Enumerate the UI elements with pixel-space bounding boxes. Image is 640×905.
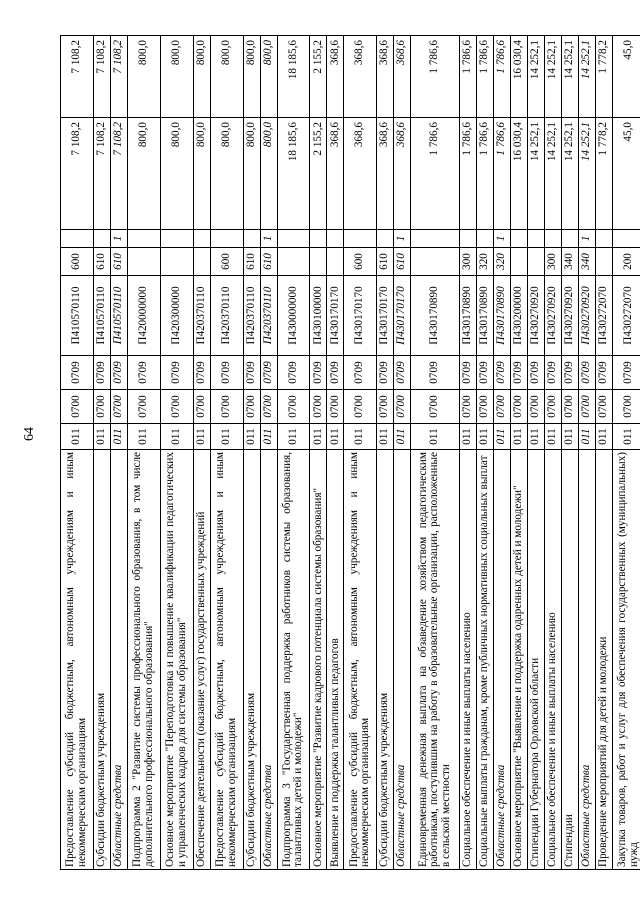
- row-name-cell: Стипендии Губернатора Орловской области: [528, 450, 545, 870]
- podrazdel-cell: 0709: [243, 356, 260, 390]
- source-code-cell: [377, 230, 394, 248]
- budget-table: [60, 35, 640, 870]
- table-row: [411, 36, 460, 870]
- total-cell: 368,6: [327, 36, 344, 118]
- amount-cell: 7 108,2: [61, 118, 94, 230]
- amount-cell: 800,0: [210, 118, 243, 230]
- expense-type-cell: [411, 248, 460, 276]
- source-code-cell: [344, 230, 377, 248]
- ved-cell: 011: [579, 424, 596, 450]
- amount-cell: 368,6: [344, 118, 377, 230]
- row-name-cell: Стипендии: [562, 450, 579, 870]
- ved-cell: 011: [377, 424, 394, 450]
- amount-cell: 1 786,6: [494, 118, 511, 230]
- target-article-cell: П430270920: [579, 276, 596, 356]
- rotated-table-area: [60, 36, 640, 870]
- expense-type-cell: 320: [477, 248, 494, 276]
- row-name-cell: Субсидии бюджетным учреждениям: [243, 450, 260, 870]
- expense-type-cell: 610: [394, 248, 411, 276]
- source-code-cell: [93, 230, 110, 248]
- amount-cell: 1 786,6: [411, 118, 460, 230]
- ved-cell: 011: [477, 424, 494, 450]
- razdel-cell: 0700: [545, 390, 562, 424]
- table-row: [210, 36, 243, 870]
- razdel-cell: 0700: [460, 390, 477, 424]
- ved-cell: 011: [460, 424, 477, 450]
- expense-type-cell: 340: [579, 248, 596, 276]
- podrazdel-cell: 0709: [377, 356, 394, 390]
- total-cell: 800,0: [210, 36, 243, 118]
- ved-cell: 011: [210, 424, 243, 450]
- row-name-cell: Областные средства: [494, 450, 511, 870]
- source-code-cell: [160, 230, 193, 248]
- table-row: [528, 36, 545, 870]
- razdel-cell: 0700: [596, 390, 613, 424]
- amount-cell: 7 108,2: [110, 118, 127, 230]
- amount-cell: 18 185,6: [277, 118, 310, 230]
- podrazdel-cell: 0709: [528, 356, 545, 390]
- source-code-cell: [562, 230, 579, 248]
- total-cell: 800,0: [260, 36, 277, 118]
- row-name-cell: Социальное обеспечение и иные выплаты населению: [460, 450, 477, 870]
- source-code-cell: [277, 230, 310, 248]
- table-row: [579, 36, 596, 870]
- table-row: [394, 36, 411, 870]
- ved-cell: 011: [494, 424, 511, 450]
- total-cell: 1 786,6: [477, 36, 494, 118]
- source-code-cell: 1: [110, 230, 127, 248]
- row-name-cell: Проведение мероприятий для детей и молодежи: [596, 450, 613, 870]
- total-cell: 14 252,1: [528, 36, 545, 118]
- table-row: [460, 36, 477, 870]
- table-row: [511, 36, 528, 870]
- total-cell: 7 108,2: [93, 36, 110, 118]
- total-cell: 45,0: [613, 36, 640, 118]
- expense-type-cell: [511, 248, 528, 276]
- total-cell: 800,0: [193, 36, 210, 118]
- amount-cell: 368,6: [327, 118, 344, 230]
- amount-cell: 800,0: [127, 118, 160, 230]
- expense-type-cell: 610: [93, 248, 110, 276]
- row-name-cell: Предоставление субсидий бюджетным, автономным учреждениям и иным некоммерческим организациям: [344, 450, 377, 870]
- expense-type-cell: [127, 248, 160, 276]
- total-cell: 800,0: [160, 36, 193, 118]
- target-article-cell: П430170170: [377, 276, 394, 356]
- total-cell: 7 108,2: [61, 36, 94, 118]
- target-article-cell: П410570110: [110, 276, 127, 356]
- table-row: [545, 36, 562, 870]
- row-name-cell: Областные средства: [110, 450, 127, 870]
- source-code-cell: [460, 230, 477, 248]
- target-article-cell: П430272070: [596, 276, 613, 356]
- expense-type-cell: 200: [613, 248, 640, 276]
- ved-cell: 011: [260, 424, 277, 450]
- expense-type-cell: [160, 248, 193, 276]
- target-article-cell: П430272070: [613, 276, 640, 356]
- table-row: [260, 36, 277, 870]
- expense-type-cell: [277, 248, 310, 276]
- target-article-cell: П410570110: [93, 276, 110, 356]
- podrazdel-cell: 0709: [277, 356, 310, 390]
- podrazdel-cell: 0709: [327, 356, 344, 390]
- table-row: [277, 36, 310, 870]
- row-name-cell: Закупка товаров, работ и услуг для обеспечения государственных (муниципальных) нужд: [613, 450, 640, 870]
- target-article-cell: П430270920: [545, 276, 562, 356]
- source-code-cell: [477, 230, 494, 248]
- table-row: [613, 36, 640, 870]
- source-code-cell: [310, 230, 327, 248]
- podrazdel-cell: 0709: [494, 356, 511, 390]
- razdel-cell: 0700: [511, 390, 528, 424]
- podrazdel-cell: 0709: [344, 356, 377, 390]
- target-article-cell: П420300000: [160, 276, 193, 356]
- total-cell: 1 786,6: [460, 36, 477, 118]
- row-name-cell: Предоставление субсидий бюджетным, автономным учреждениям и иным некоммерческим организациям: [210, 450, 243, 870]
- podrazdel-cell: 0709: [545, 356, 562, 390]
- total-cell: 14 252,1: [545, 36, 562, 118]
- expense-type-cell: 320: [494, 248, 511, 276]
- target-article-cell: П430000000: [277, 276, 310, 356]
- target-article-cell: П430170890: [460, 276, 477, 356]
- row-name-cell: Социальные выплаты гражданам, кроме публичных нормативных социальных выплат: [477, 450, 494, 870]
- ved-cell: 011: [344, 424, 377, 450]
- expense-type-cell: 610: [243, 248, 260, 276]
- razdel-cell: 0700: [210, 390, 243, 424]
- source-code-cell: [127, 230, 160, 248]
- razdel-cell: 0700: [277, 390, 310, 424]
- source-code-cell: [327, 230, 344, 248]
- razdel-cell: 0700: [344, 390, 377, 424]
- ved-cell: 011: [394, 424, 411, 450]
- total-cell: 16 030,4: [511, 36, 528, 118]
- table-row: [477, 36, 494, 870]
- target-article-cell: П430270920: [528, 276, 545, 356]
- podrazdel-cell: 0709: [61, 356, 94, 390]
- source-code-cell: [511, 230, 528, 248]
- source-code-cell: [61, 230, 94, 248]
- target-article-cell: П420370110: [193, 276, 210, 356]
- source-code-cell: [243, 230, 260, 248]
- amount-cell: 45,0: [613, 118, 640, 230]
- podrazdel-cell: 0709: [579, 356, 596, 390]
- expense-type-cell: 610: [110, 248, 127, 276]
- total-cell: 1 786,6: [411, 36, 460, 118]
- table-row: [61, 36, 94, 870]
- razdel-cell: 0700: [193, 390, 210, 424]
- ved-cell: 011: [596, 424, 613, 450]
- ved-cell: 011: [93, 424, 110, 450]
- ved-cell: 011: [511, 424, 528, 450]
- total-cell: 368,6: [394, 36, 411, 118]
- amount-cell: 16 030,4: [511, 118, 528, 230]
- source-code-cell: [613, 230, 640, 248]
- ved-cell: 011: [127, 424, 160, 450]
- amount-cell: 368,6: [377, 118, 394, 230]
- razdel-cell: 0700: [579, 390, 596, 424]
- razdel-cell: 0700: [477, 390, 494, 424]
- target-article-cell: П410570110: [61, 276, 94, 356]
- amount-cell: 7 108,2: [93, 118, 110, 230]
- razdel-cell: 0700: [310, 390, 327, 424]
- razdel-cell: 0700: [243, 390, 260, 424]
- source-code-cell: [193, 230, 210, 248]
- source-code-cell: 1: [579, 230, 596, 248]
- razdel-cell: 0700: [562, 390, 579, 424]
- razdel-cell: 0700: [93, 390, 110, 424]
- target-article-cell: П430170170: [394, 276, 411, 356]
- expense-type-cell: [596, 248, 613, 276]
- amount-cell: 1 786,6: [477, 118, 494, 230]
- expense-type-cell: [193, 248, 210, 276]
- total-cell: 7 108,2: [110, 36, 127, 118]
- source-code-cell: 1: [260, 230, 277, 248]
- table-row: [310, 36, 327, 870]
- ved-cell: 011: [411, 424, 460, 450]
- podrazdel-cell: 0709: [310, 356, 327, 390]
- expense-type-cell: 610: [260, 248, 277, 276]
- expense-type-cell: 300: [460, 248, 477, 276]
- razdel-cell: 0700: [260, 390, 277, 424]
- table-row: [327, 36, 344, 870]
- table-row: [110, 36, 127, 870]
- amount-cell: 800,0: [243, 118, 260, 230]
- ved-cell: 011: [110, 424, 127, 450]
- podrazdel-cell: 0709: [210, 356, 243, 390]
- amount-cell: 1 786,6: [460, 118, 477, 230]
- podrazdel-cell: 0709: [411, 356, 460, 390]
- amount-cell: 1 778,2: [596, 118, 613, 230]
- table-row: [127, 36, 160, 870]
- table-row: [193, 36, 210, 870]
- podrazdel-cell: 0709: [193, 356, 210, 390]
- ved-cell: 011: [528, 424, 545, 450]
- target-article-cell: П420370110: [260, 276, 277, 356]
- razdel-cell: 0700: [110, 390, 127, 424]
- podrazdel-cell: 0709: [394, 356, 411, 390]
- row-name-cell: Подпрограмма 3 "Государственная поддержка работников системы образования, талантливых детей и молодежи": [277, 450, 310, 870]
- razdel-cell: 0700: [411, 390, 460, 424]
- ved-cell: 011: [193, 424, 210, 450]
- target-article-cell: П420000000: [127, 276, 160, 356]
- table-row: [562, 36, 579, 870]
- ved-cell: 011: [613, 424, 640, 450]
- razdel-cell: 0700: [61, 390, 94, 424]
- source-code-cell: [545, 230, 562, 248]
- source-code-cell: [210, 230, 243, 248]
- ved-cell: 011: [327, 424, 344, 450]
- razdel-cell: 0700: [613, 390, 640, 424]
- row-name-cell: Основное мероприятие "Развитие кадрового потенциала системы образования": [310, 450, 327, 870]
- expense-type-cell: 600: [344, 248, 377, 276]
- razdel-cell: 0700: [377, 390, 394, 424]
- table-row: [93, 36, 110, 870]
- podrazdel-cell: 0709: [511, 356, 528, 390]
- target-article-cell: П430100000: [310, 276, 327, 356]
- razdel-cell: 0700: [394, 390, 411, 424]
- total-cell: 1 786,6: [494, 36, 511, 118]
- total-cell: 14 252,1: [562, 36, 579, 118]
- target-article-cell: П430170890: [494, 276, 511, 356]
- total-cell: 800,0: [243, 36, 260, 118]
- expense-type-cell: [528, 248, 545, 276]
- podrazdel-cell: 0709: [596, 356, 613, 390]
- total-cell: 368,6: [344, 36, 377, 118]
- ved-cell: 011: [61, 424, 94, 450]
- razdel-cell: 0700: [528, 390, 545, 424]
- target-article-cell: П430200000: [511, 276, 528, 356]
- razdel-cell: 0700: [127, 390, 160, 424]
- ved-cell: 011: [310, 424, 327, 450]
- total-cell: 14 252,1: [579, 36, 596, 118]
- podrazdel-cell: 0709: [477, 356, 494, 390]
- total-cell: 800,0: [127, 36, 160, 118]
- ved-cell: 011: [562, 424, 579, 450]
- amount-cell: 14 252,1: [562, 118, 579, 230]
- podrazdel-cell: 0709: [460, 356, 477, 390]
- source-code-cell: [528, 230, 545, 248]
- table-row: [344, 36, 377, 870]
- page-number: 64: [22, 427, 37, 441]
- expense-type-cell: [327, 248, 344, 276]
- target-article-cell: П420370110: [210, 276, 243, 356]
- amount-cell: 14 252,1: [579, 118, 596, 230]
- podrazdel-cell: 0709: [110, 356, 127, 390]
- row-name-cell: Областные средства: [260, 450, 277, 870]
- amount-cell: 14 252,1: [528, 118, 545, 230]
- podrazdel-cell: 0709: [260, 356, 277, 390]
- amount-cell: 800,0: [260, 118, 277, 230]
- amount-cell: 368,6: [394, 118, 411, 230]
- expense-type-cell: 600: [61, 248, 94, 276]
- row-name-cell: Основное мероприятие "Переподготовка и повышение квалификации педагогических и управленческих кадров для системы образования": [160, 450, 193, 870]
- source-code-cell: 1: [394, 230, 411, 248]
- row-name-cell: Выявление и поддержка талантливых педагогов: [327, 450, 344, 870]
- expense-type-cell: 340: [562, 248, 579, 276]
- table-row: [494, 36, 511, 870]
- table-row: [596, 36, 613, 870]
- target-article-cell: П430170170: [327, 276, 344, 356]
- expense-type-cell: 300: [545, 248, 562, 276]
- podrazdel-cell: 0709: [127, 356, 160, 390]
- row-name-cell: Субсидии бюджетным учреждениям: [93, 450, 110, 870]
- ved-cell: 011: [545, 424, 562, 450]
- target-article-cell: П430170170: [344, 276, 377, 356]
- amount-cell: 800,0: [193, 118, 210, 230]
- row-name-cell: Предоставление субсидий бюджетным, автономным учреждениям и иным некоммерческим организациям: [61, 450, 94, 870]
- ved-cell: 011: [160, 424, 193, 450]
- source-code-cell: [596, 230, 613, 248]
- row-name-cell: Подпрограмма 2 "Развитие системы профессионального образования, в том числе дополнительного профессионального образования": [127, 450, 160, 870]
- podrazdel-cell: 0709: [93, 356, 110, 390]
- ved-cell: 011: [243, 424, 260, 450]
- target-article-cell: П430170890: [411, 276, 460, 356]
- row-name-cell: Обеспечение деятельности (оказание услуг) государственных учреждений: [193, 450, 210, 870]
- expense-type-cell: 610: [377, 248, 394, 276]
- table-row: [160, 36, 193, 870]
- row-name-cell: Областные средства: [579, 450, 596, 870]
- row-name-cell: Субсидии бюджетным учреждениям: [377, 450, 394, 870]
- table-row: [377, 36, 394, 870]
- razdel-cell: 0700: [327, 390, 344, 424]
- source-code-cell: [411, 230, 460, 248]
- amount-cell: 800,0: [160, 118, 193, 230]
- total-cell: 1 778,2: [596, 36, 613, 118]
- expense-type-cell: 600: [210, 248, 243, 276]
- row-name-cell: Основное мероприятие "Выявление и поддержка одаренных детей и молодежи": [511, 450, 528, 870]
- ved-cell: 011: [277, 424, 310, 450]
- razdel-cell: 0700: [160, 390, 193, 424]
- target-article-cell: П430170890: [477, 276, 494, 356]
- total-cell: 18 185,6: [277, 36, 310, 118]
- podrazdel-cell: 0709: [613, 356, 640, 390]
- row-name-cell: Социальное обеспечение и иные выплаты населению: [545, 450, 562, 870]
- row-name-cell: Единовременная денежная выплата на обзаведение хозяйством педагогическим работникам, поступившим на работу в образовательные организации, расположенные в сельской местности: [411, 450, 460, 870]
- table-row: [243, 36, 260, 870]
- amount-cell: 14 252,1: [545, 118, 562, 230]
- target-article-cell: П430270920: [562, 276, 579, 356]
- podrazdel-cell: 0709: [160, 356, 193, 390]
- source-code-cell: 1: [494, 230, 511, 248]
- table-body: [61, 36, 640, 870]
- expense-type-cell: [310, 248, 327, 276]
- row-name-cell: Областные средства: [394, 450, 411, 870]
- amount-cell: 2 155,2: [310, 118, 327, 230]
- razdel-cell: 0700: [494, 390, 511, 424]
- total-cell: 368,6: [377, 36, 394, 118]
- total-cell: 2 155,2: [310, 36, 327, 118]
- podrazdel-cell: 0709: [562, 356, 579, 390]
- target-article-cell: П420370110: [243, 276, 260, 356]
